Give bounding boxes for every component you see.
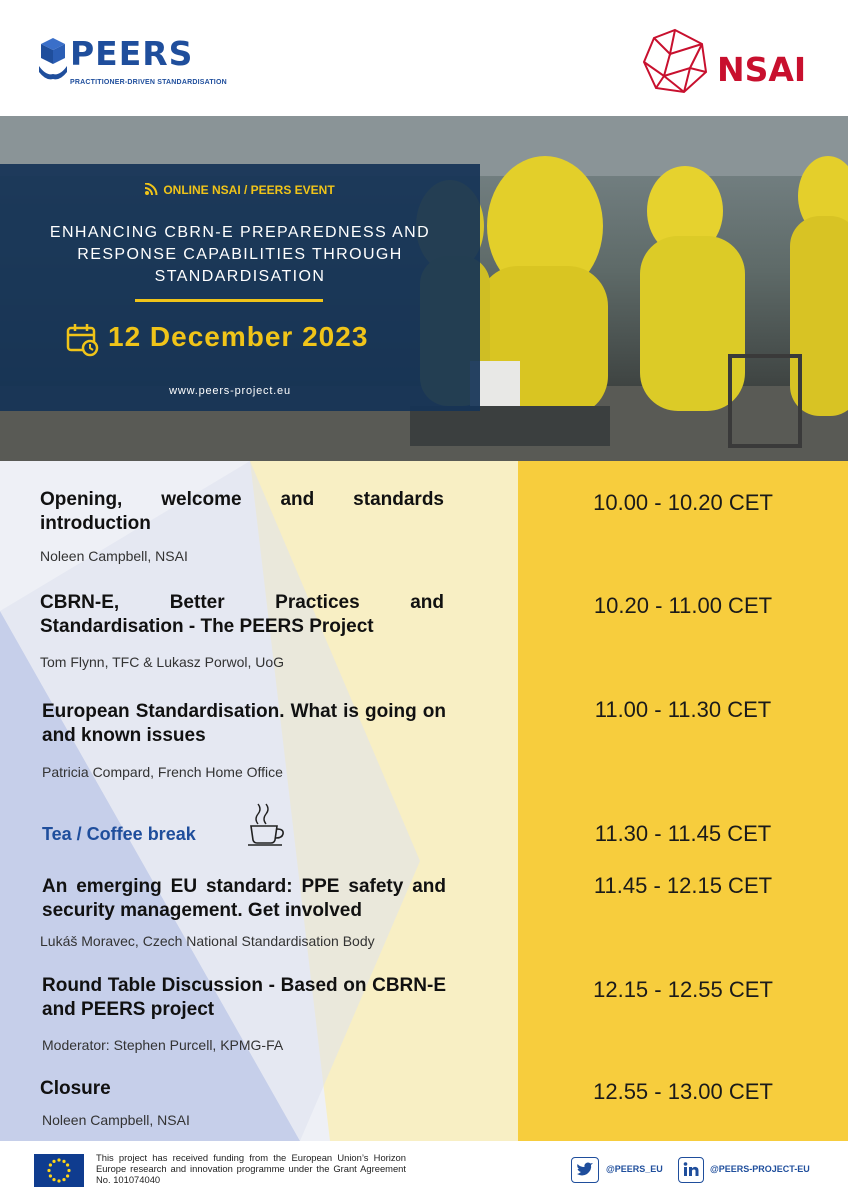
- agenda-times-panel: [518, 461, 848, 1141]
- agenda-item-title: Round Table Discussion - Based on CBRN-E and PEERS project: [42, 975, 446, 1020]
- agenda-item-speaker: Lukáš Moravec, Czech National Standardisation Body: [40, 933, 375, 949]
- break-title: Tea / Coffee break: [42, 824, 196, 844]
- agenda-item-time: 11.45 - 12.15 CET: [593, 873, 773, 898]
- rss-icon: [145, 183, 159, 195]
- agenda-item-time: 12.55 - 13.00 CET: [593, 1079, 773, 1104]
- project-url[interactable]: www.peers-project.eu: [169, 385, 291, 397]
- peers-logo-icon: [38, 36, 68, 82]
- event-type-line: [0, 183, 480, 197]
- agenda-item-speaker: Tom Flynn, TFC & Lukasz Porwol, UoG: [40, 654, 285, 670]
- funding-statement: This project has received funding from the European Union’s Horizon Europe research and innovation programme under the Grant Agreement No. 101074040: [96, 1152, 406, 1185]
- linkedin-icon[interactable]: [678, 1157, 704, 1183]
- nsai-logo-text: NSAI: [717, 50, 807, 89]
- eu-flag-icon: [34, 1154, 84, 1187]
- linkedin-handle[interactable]: @PEERS-PROJECT-EU: [710, 1164, 810, 1174]
- agenda-item-time: 11.00 - 11.30 CET: [594, 697, 772, 722]
- event-title: [20, 222, 460, 288]
- agenda-item-speaker: Noleen Campbell, NSAI: [42, 1112, 190, 1128]
- calendar-icon: [66, 323, 100, 357]
- hero-banner: [0, 116, 848, 461]
- event-type: ONLINE NSAI / PEERS EVENT: [163, 183, 335, 197]
- agenda-item-title: Opening, welcome and standards introduction: [40, 489, 444, 534]
- title-underline: [135, 299, 323, 302]
- agenda-item-speaker: Patricia Compard, French Home Office: [42, 764, 283, 780]
- event-title-line: RESPONSE CAPABILITIES THROUGH: [77, 246, 403, 263]
- coffee-cup-icon: [246, 802, 288, 846]
- agenda-item-speaker: Moderator: Stephen Purcell, KPMG-FA: [42, 1037, 284, 1053]
- twitter-handle[interactable]: @PEERS_EU: [606, 1164, 663, 1174]
- agenda-item-title: CBRN-E, Better Practices and Standardisation - The PEERS Project: [40, 592, 444, 637]
- twitter-bird-icon: [572, 1158, 598, 1182]
- agenda-item-time: 12.15 - 12.55 CET: [593, 977, 773, 1002]
- linkedin-logo-icon: [679, 1158, 703, 1182]
- agenda-item-title: Closure: [40, 1078, 111, 1099]
- event-title-line: STANDARDISATION: [154, 268, 326, 285]
- nsai-logo-icon: [640, 26, 710, 96]
- twitter-icon[interactable]: [571, 1157, 599, 1183]
- eu-stars-icon: [34, 1154, 84, 1187]
- agenda-item-time: 10.20 - 11.00 CET: [593, 593, 773, 618]
- event-date: 12 December 2023: [108, 321, 369, 352]
- agenda-item-title: An emerging EU standard: PPE safety and security management. Get involved: [42, 876, 446, 921]
- peers-logo-text: PEERS: [70, 34, 194, 73]
- peers-tagline: PRACTITIONER-DRIVEN STANDARDISATION: [70, 79, 227, 86]
- agenda-item-title: European Standardisation. What is going on and known issues: [42, 701, 446, 746]
- agenda-item-speaker: Noleen Campbell, NSAI: [40, 548, 188, 564]
- event-title-line: ENHANCING CBRN-E PREPAREDNESS AND: [49, 224, 431, 241]
- agenda-item-time: 10.00 - 10.20 CET: [593, 490, 773, 515]
- agenda-item-time: 11.30 - 11.45 CET: [594, 821, 772, 846]
